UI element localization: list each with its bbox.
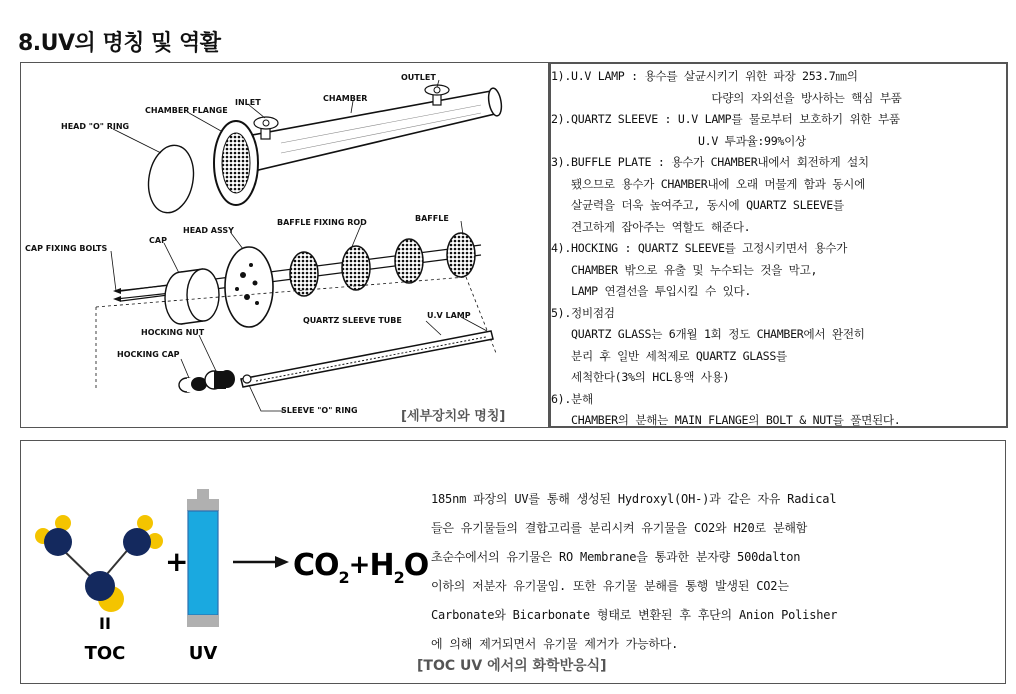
reaction-arrow-icon [233,556,289,568]
label-cap-fixing-bolts: CAP FIXING BOLTS [25,244,108,253]
label-sleeve-o-ring: SLEEVE "O" RING [281,406,358,415]
diagram-caption: [세부장치와 명칭] [401,409,506,424]
label-hocking-cap: HOCKING CAP [117,350,180,359]
plus-sign: + [165,545,189,578]
description-line: CHAMBER의 분해는 MAIN FLANGE의 BOLT & NUT를 풀면된다. [551,413,901,427]
uv-exploded-diagram [20,62,549,428]
label-chamber-flange: CHAMBER FLANGE [145,106,228,115]
uv-label: UV [188,643,218,664]
description-line: 1).U.V LAMP : 용수를 살균시키기 위한 파장 253.7㎚의 [551,69,858,83]
chamber-drawing [143,85,503,216]
label-quartz-sleeve-tube: QUARTZ SLEEVE TUBE [303,316,402,325]
description-line: LAMP 연결선을 투입시킬 수 있다. [551,284,752,298]
label-head-o-ring: HEAD "O" RING [61,122,130,131]
equals-sign: II [99,614,111,633]
co2-formula: $CO_2+H_2O$ [293,548,429,587]
reaction-text-line: 185nm 파장의 UV를 통해 생성된 Hydroxyl(OH-)과 같은 자유 Radical [431,492,837,506]
description-line: 5).정비점검 [551,305,615,320]
toc-uv-panel [20,440,1006,684]
quartz-sleeve-drawing [179,331,493,392]
description-line: 됐으므로 용수가 CHAMBER내에 오래 머물게 함과 동시에 [551,176,865,191]
uv-lamp-icon [187,489,219,627]
reaction-text-line: 이하의 저분자 유기물임. 또한 유기물 분해를 통행 발생된 CO2는 [431,579,789,593]
toc-molecule-icon [35,515,163,612]
description-line: 다량의 자외선을 방사하는 핵심 부품 [551,90,902,105]
label-hocking-nut: HOCKING NUT [141,328,205,337]
reaction-caption: [TOC UV 에서의 화학반응식] [417,658,607,674]
description-line: 6).분해 [551,391,593,406]
label-baffle: BAFFLE [415,214,449,223]
description-line: 세척한다(3%의 HCL용액 사용) [551,370,730,384]
description-line: CHAMBER 밖으로 유출 및 누수되는 것을 막고, [551,262,818,277]
page-title: 8.UV의 명칭 및 역활 [18,31,221,56]
toc-uv-reaction-figure [25,441,429,681]
description-line: 견고하게 잡아주는 역할도 해준다. [551,219,751,234]
description-line: 분리 후 일반 세척제로 QUARTZ GLASS를 [551,348,787,363]
description-line: 3).BUFFLE PLATE : 용수가 CHAMBER내에서 회전하게 설치 [551,155,869,169]
reaction-description [431,485,991,659]
reaction-text-line: Carbonate와 Bicarbonate 형태로 변환된 후 후단의 Anion Polisher [431,608,838,622]
label-inlet: INLET [235,98,261,107]
label-baffle-fixing-rod: BAFFLE FIXING ROD [277,218,367,227]
uv-parts-panel [20,62,1008,428]
toc-label: TOC [84,643,126,664]
label-cap: CAP [149,236,167,245]
description-line: U.V 투과율:99%이상 [551,133,806,148]
reaction-text-line: 들은 유기물들의 결합고리를 분리시켜 유기물을 CO2와 H20로 분해함 [431,521,808,535]
label-head-assy: HEAD ASSY [183,226,234,235]
exploded-view-drawing [21,63,548,427]
label-uv-lamp: U.V LAMP [427,311,471,320]
description-line: QUARTZ GLASS는 6개월 1회 정도 CHAMBER에서 완전히 [551,327,865,341]
parts-description-box [549,62,1008,428]
description-line: 2).QUARTZ SLEEVE : U.V LAMP를 물로부터 보호하기 위한 부품 [551,112,900,126]
reaction-text-line: 에 의해 제거되면서 유기물 제거가 가능하다. [431,637,679,651]
label-chamber: CHAMBER [323,94,368,103]
reaction-text-line: 초순수에서의 유기물은 RO Membrane을 통과한 분자량 500dalton [431,550,801,564]
description-line: 4).HOCKING : QUARTZ SLEEVE를 고정시키면서 용수가 [551,241,848,255]
label-outlet: OUTLET [401,73,436,82]
description-line: 살균력을 더욱 높여주고, 동시에 QUARTZ SLEEVE를 [551,198,844,212]
